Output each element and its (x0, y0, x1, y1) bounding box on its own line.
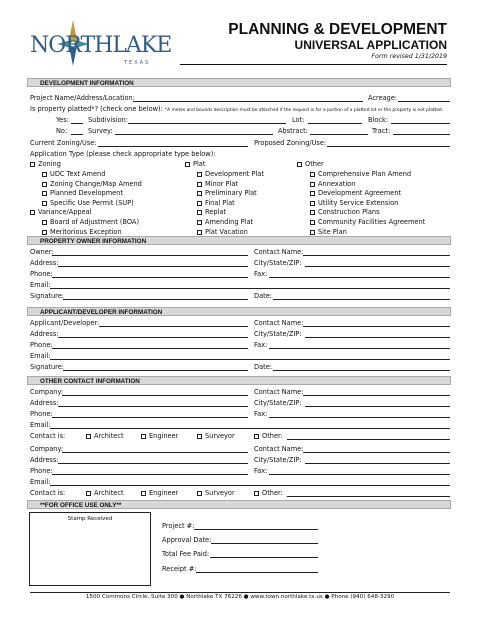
checkbox-box[interactable] (310, 191, 315, 196)
applicant-email-field[interactable] (50, 359, 450, 360)
subdivision-field[interactable] (128, 123, 286, 124)
checkbox-box[interactable] (310, 210, 315, 215)
owner-address-field[interactable] (58, 266, 248, 267)
section-title: OTHER CONTACT INFORMATION (40, 378, 140, 385)
checkbox-label: Development Plat (205, 170, 264, 178)
contact2-contact-name-label: Contact Name: (254, 445, 304, 453)
contact2-engineer-checkbox[interactable] (141, 489, 178, 497)
checkbox-box[interactable] (197, 182, 202, 187)
applicant-date-label: Date: (254, 363, 272, 371)
contact1-contact-name-field[interactable] (303, 395, 450, 396)
checkbox-label: Other: (262, 489, 283, 497)
owner-phone-label: Phone: (30, 270, 53, 278)
current-zoning-label: Current Zoning/Use: (30, 139, 97, 147)
checkbox-label: Specific Use Permit (SUP) (50, 199, 134, 207)
checkbox-label: Plat Vacation (205, 228, 248, 236)
checkbox-box[interactable] (30, 162, 35, 167)
platted-question (30, 105, 443, 115)
checkbox-box[interactable] (30, 210, 35, 215)
stamp-received-box (29, 512, 151, 586)
checkbox-development-plat[interactable] (197, 170, 264, 178)
applicant-contact-name-label: Contact Name: (254, 319, 304, 327)
checkbox-box[interactable] (254, 491, 259, 496)
checkbox-box[interactable] (297, 162, 302, 167)
platted-question-text: Is property platted*? (check one below): (30, 105, 163, 113)
applicant-fax-field[interactable] (269, 348, 450, 349)
office-fee-field[interactable] (210, 557, 318, 558)
northlake-logo (28, 20, 180, 68)
applicant-contact-name-field[interactable] (303, 326, 450, 327)
section-office-header (27, 500, 451, 509)
applicant-fax-label: Fax: (254, 341, 268, 349)
page-subtitle: UNIVERSAL APPLICATION (294, 38, 447, 52)
contact1-other-checkbox[interactable] (254, 432, 283, 440)
footer-rule (30, 592, 450, 593)
contact1-phone-field[interactable] (52, 417, 248, 418)
checkbox-sup[interactable] (42, 199, 134, 207)
logo-text: NORTHLAKE (30, 33, 172, 58)
current-zoning-field[interactable] (98, 146, 248, 147)
owner-fax-field[interactable] (269, 277, 450, 278)
owner-label: Owner: (30, 248, 54, 256)
contact1-company-field[interactable] (62, 395, 248, 396)
checkbox-label: Community Facilities Agreement (318, 218, 426, 226)
checkbox-label: Annexation (318, 180, 356, 188)
checkbox-box[interactable] (42, 201, 47, 206)
section-applicant-header (27, 307, 451, 316)
checkbox-other[interactable] (297, 160, 324, 168)
applicant-signature-field[interactable] (63, 370, 248, 371)
contact2-phone-field[interactable] (52, 474, 248, 475)
checkbox-construction-plans[interactable] (310, 208, 380, 216)
owner-fax-label: Fax: (254, 270, 268, 278)
applicant-field[interactable] (99, 326, 248, 327)
checkbox-label: Amending Plat (205, 218, 254, 226)
checkbox-box[interactable] (197, 220, 202, 225)
applicant-phone-label: Phone: (30, 341, 53, 349)
section-other-contact-header (27, 376, 451, 385)
application-type-label: Application Type (please check appropriate type below): (30, 150, 216, 158)
tract-field[interactable] (393, 134, 450, 135)
contact2-fax-field[interactable] (269, 474, 450, 475)
checkbox-label: Utility Service Extension (318, 199, 399, 207)
contact1-fax-label: Fax: (254, 410, 268, 418)
checkbox-box[interactable] (310, 182, 315, 187)
contact1-contact-is-label: Contact is: (30, 432, 66, 440)
applicant-signature-label: Signature: (30, 363, 65, 371)
owner-field[interactable] (52, 255, 248, 256)
office-fee-label: Total Fee Paid: (162, 550, 210, 558)
contact2-phone-label: Phone: (30, 467, 53, 475)
checkbox-box[interactable] (197, 230, 202, 235)
checkbox-label: Construction Plans (318, 208, 380, 216)
acreage-field[interactable] (398, 101, 450, 102)
platted-note: *A metes and bounds description must be attached if the request is for a portion of a platted lot or the property is not platted. (164, 108, 444, 113)
checkbox-label: Surveyor (205, 489, 235, 497)
checkbox-replat[interactable] (197, 208, 226, 216)
checkbox-box[interactable] (254, 434, 259, 439)
block-field[interactable] (391, 123, 450, 124)
section-title: APPLICANT/DEVELOPER INFORMATION (40, 309, 163, 316)
checkbox-label: Board of Adjustment (BOA) (50, 218, 140, 226)
office-receipt-label: Receipt #: (162, 565, 197, 573)
applicant-phone-field[interactable] (52, 348, 248, 349)
checkbox-label: Other (305, 160, 324, 168)
checkbox-planned-development[interactable] (42, 189, 123, 197)
applicant-address-label: Address: (30, 330, 59, 338)
contact2-city-field[interactable] (305, 463, 450, 464)
contact1-surveyor-checkbox[interactable] (197, 432, 235, 440)
checkbox-label: Surveyor (205, 432, 235, 440)
checkbox-meritorious[interactable] (42, 228, 122, 236)
contact1-address-label: Address: (30, 399, 59, 407)
contact2-city-label: City/State/ZIP: (254, 456, 302, 464)
owner-email-label: Email: (30, 281, 51, 289)
contact2-architect-checkbox[interactable] (86, 489, 124, 497)
contact2-contact-name-field[interactable] (303, 452, 450, 453)
contact2-address-label: Address: (30, 456, 59, 464)
survey-label: Survey: (88, 127, 113, 135)
tract-label: Tract: (372, 127, 391, 135)
contact1-email-label: Email: (30, 421, 51, 429)
contact2-surveyor-checkbox[interactable] (197, 489, 235, 497)
subdivision-label: Subdivision: (88, 116, 129, 124)
contact2-address-field[interactable] (58, 463, 248, 464)
applicant-date-field[interactable] (273, 370, 450, 371)
contact2-company-field[interactable] (62, 452, 248, 453)
logo-subtext: TEXAS (124, 60, 151, 66)
checkbox-box[interactable] (141, 491, 146, 496)
checkbox-label: Zoning Change/Map Amend (50, 180, 142, 188)
office-approval-field[interactable] (211, 543, 318, 544)
checkbox-label: Engineer (149, 489, 179, 497)
owner-email-field[interactable] (50, 288, 450, 289)
checkbox-label: Architect (94, 432, 124, 440)
checkbox-box[interactable] (42, 220, 47, 225)
office-receipt-field[interactable] (196, 572, 318, 573)
section-title: PROPERTY OWNER INFORMATION (40, 238, 147, 245)
checkbox-label: Architect (94, 489, 124, 497)
checkbox-box[interactable] (42, 172, 47, 177)
footer-address: 1500 Commons Circle, Suite 300 ● Northlake TX 76226 ● www.town.northlake.tx.us ● Phone (940) 648-3290 (85, 594, 395, 600)
applicant-email-label: Email: (30, 352, 51, 360)
checkbox-site-plan[interactable] (310, 228, 347, 236)
contact1-city-label: City/State/ZIP: (254, 399, 302, 407)
yes-label: Yes: (56, 116, 69, 124)
contact2-other-field[interactable] (287, 496, 450, 497)
checkbox-comp-plan[interactable] (310, 170, 411, 178)
checkbox-box[interactable] (42, 191, 47, 196)
applicant-city-field[interactable] (305, 337, 450, 338)
checkbox-box[interactable] (197, 201, 202, 206)
block-label: Block: (368, 116, 389, 124)
checkbox-label: Comprehensive Plan Amend (318, 170, 412, 178)
contact1-phone-label: Phone: (30, 410, 53, 418)
contact2-company-label: Company: (30, 445, 64, 453)
checkbox-label: Preliminary Plat (205, 189, 257, 197)
checkbox-annexation[interactable] (310, 180, 355, 188)
contact1-email-field[interactable] (50, 428, 450, 429)
header-rule (180, 64, 447, 65)
checkbox-label: Plat (193, 160, 206, 168)
section-title: DEVELOPMENT INFORMATION (40, 80, 134, 87)
office-approval-label: Approval Date: (162, 536, 212, 544)
owner-city-field[interactable] (305, 266, 450, 267)
revision-date: Form revised 1/31/2019 (371, 53, 447, 60)
checkbox-label: Zoning (38, 160, 61, 168)
applicant-label: Applicant/Developer: (30, 319, 100, 327)
contact2-contact-is-label: Contact is: (30, 489, 66, 497)
checkbox-box[interactable] (42, 230, 47, 235)
section-owner-header (27, 236, 451, 245)
checkbox-development-agreement[interactable] (310, 189, 401, 197)
abstract-label: Abstract: (278, 127, 308, 135)
checkbox-box[interactable] (197, 491, 202, 496)
checkbox-label: Development Agreement (318, 189, 402, 197)
contact1-address-field[interactable] (58, 406, 248, 407)
checkbox-variance[interactable] (30, 208, 92, 216)
owner-signature-label: Signature: (30, 292, 65, 300)
owner-signature-field[interactable] (63, 299, 248, 300)
contact1-other-field[interactable] (287, 439, 450, 440)
checkbox-box[interactable] (86, 491, 91, 496)
survey-field[interactable] (115, 134, 273, 135)
contact1-engineer-checkbox[interactable] (141, 432, 178, 440)
checkbox-label: Engineer (149, 432, 179, 440)
checkbox-box[interactable] (197, 191, 202, 196)
checkbox-label: Other: (262, 432, 283, 440)
checkbox-label: UDC Text Amend (50, 170, 106, 178)
section-development-header (27, 78, 451, 87)
owner-contact-name-field[interactable] (303, 255, 450, 256)
checkbox-box[interactable] (197, 210, 202, 215)
checkbox-plat[interactable] (185, 160, 205, 168)
contact1-fax-field[interactable] (269, 417, 450, 418)
checkbox-box[interactable] (310, 172, 315, 177)
yes-field[interactable] (71, 123, 83, 124)
contact1-architect-checkbox[interactable] (86, 432, 124, 440)
office-project-field[interactable] (194, 529, 318, 530)
contact1-city-field[interactable] (305, 406, 450, 407)
applicant-address-field[interactable] (58, 337, 248, 338)
checkbox-box[interactable] (86, 434, 91, 439)
owner-date-field[interactable] (273, 299, 450, 300)
checkbox-box[interactable] (185, 162, 190, 167)
section-title: **FOR OFFICE USE ONLY** (40, 502, 122, 509)
no-field[interactable] (71, 134, 83, 135)
contact1-company-label: Company: (30, 388, 64, 396)
office-project-label: Project #: (162, 522, 195, 530)
checkbox-box[interactable] (141, 434, 146, 439)
checkbox-box[interactable] (197, 172, 202, 177)
checkbox-zoning[interactable] (30, 160, 61, 168)
checkbox-label: Final Plat (205, 199, 235, 207)
owner-phone-field[interactable] (52, 277, 248, 278)
checkbox-box[interactable] (310, 220, 315, 225)
checkbox-amending-plat[interactable] (197, 218, 253, 226)
checkbox-label: Replat (205, 208, 226, 216)
acreage-label: Acreage: (368, 94, 398, 102)
contact2-email-label: Email: (30, 478, 51, 486)
checkbox-minor-plat[interactable] (197, 180, 238, 188)
checkbox-preliminary-plat[interactable] (197, 189, 257, 197)
checkbox-label: Planned Development (50, 189, 123, 197)
checkbox-utility-extension[interactable] (310, 199, 398, 207)
project-field[interactable] (133, 101, 363, 102)
checkbox-box[interactable] (197, 434, 202, 439)
checkbox-label: Site Plan (318, 228, 347, 236)
owner-date-label: Date: (254, 292, 272, 300)
checkbox-label: Variance/Appeal (38, 208, 92, 216)
owner-city-label: City/State/ZIP: (254, 259, 302, 267)
owner-address-label: Address: (30, 259, 59, 267)
contact2-other-checkbox[interactable] (254, 489, 283, 497)
checkbox-box[interactable] (310, 230, 315, 235)
checkbox-label: Minor Plat (205, 180, 238, 188)
checkbox-udc-text-amend[interactable] (42, 170, 105, 178)
checkbox-zoning-change[interactable] (42, 180, 142, 188)
proposed-zoning-label: Proposed Zoning/Use: (254, 139, 327, 147)
checkbox-boa[interactable] (42, 218, 139, 226)
owner-contact-name-label: Contact Name: (254, 248, 304, 256)
checkbox-box[interactable] (310, 201, 315, 206)
lot-label: Lot: (292, 116, 305, 124)
contact1-contact-name-label: Contact Name: (254, 388, 304, 396)
proposed-zoning-field[interactable] (327, 146, 450, 147)
contact2-fax-label: Fax: (254, 467, 268, 475)
page-title: PLANNING & DEVELOPMENT (228, 21, 447, 38)
stamp-received-label: Stamp Received (67, 516, 113, 522)
checkbox-final-plat[interactable] (197, 199, 235, 207)
checkbox-box[interactable] (42, 182, 47, 187)
project-label: Project Name/Address/Location: (30, 94, 135, 102)
applicant-city-label: City/State/ZIP: (254, 330, 302, 338)
no-label: No: (56, 127, 68, 135)
checkbox-community-facilities[interactable] (310, 218, 425, 226)
lot-field[interactable] (308, 123, 362, 124)
abstract-field[interactable] (310, 134, 368, 135)
checkbox-label: Meritorious Exception (50, 228, 122, 236)
checkbox-plat-vacation[interactable] (197, 228, 248, 236)
contact2-email-field[interactable] (50, 485, 450, 486)
